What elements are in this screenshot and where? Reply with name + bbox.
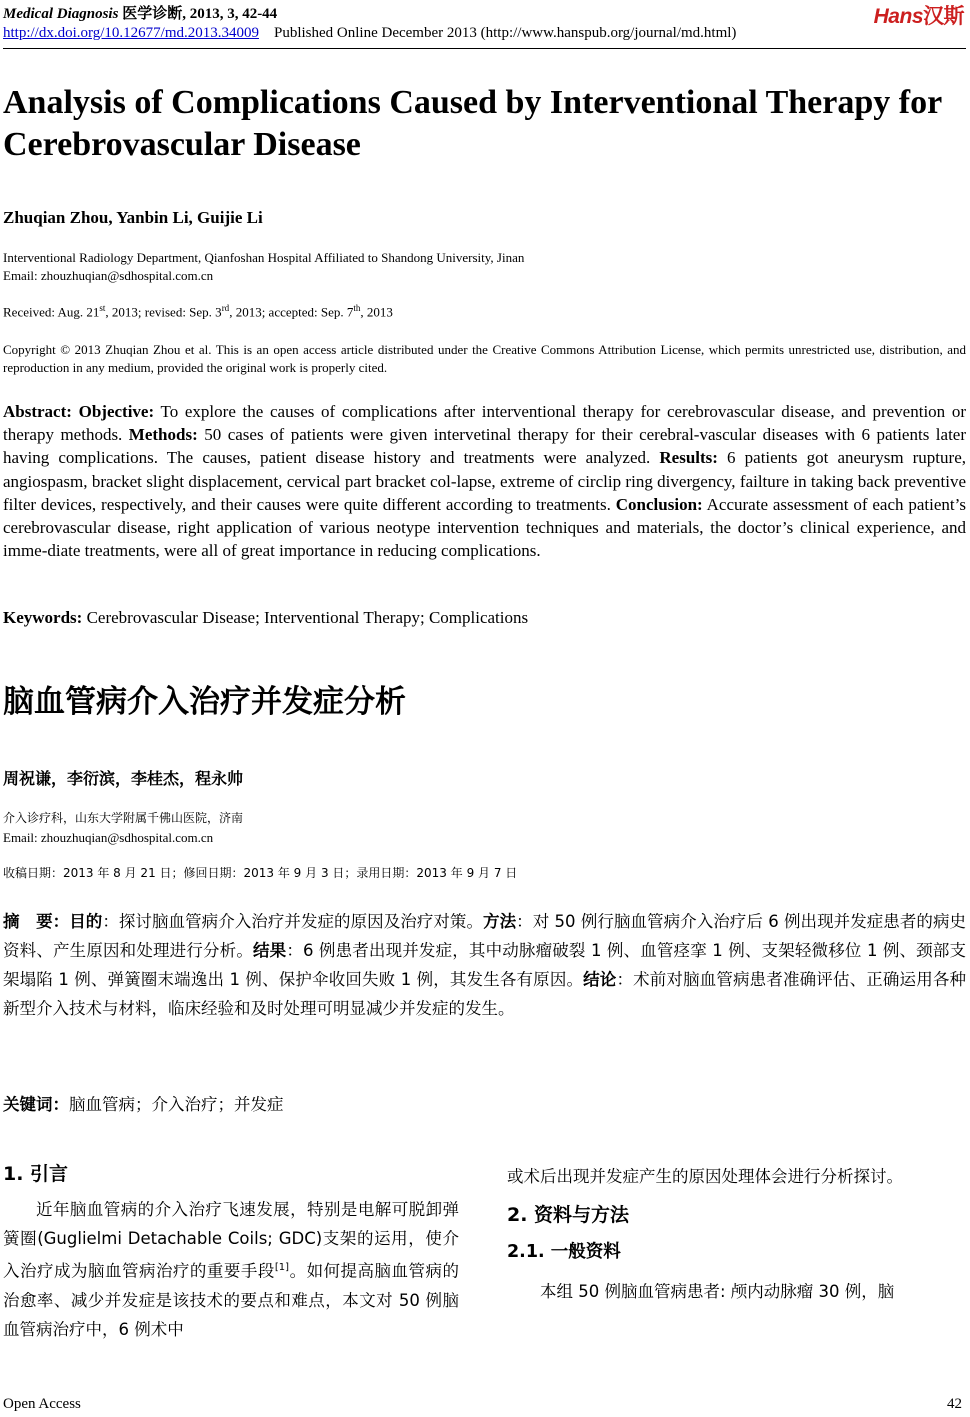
section-1-heading: 1. 引言: [3, 1163, 69, 1185]
author-list: Zhuqian Zhou, Yanbin Li, Guijie Li: [3, 208, 263, 227]
logo-text: Hans: [873, 5, 923, 28]
cn-keywords-label: 关键词：: [3, 1095, 69, 1114]
body-right-column: [507, 1162, 963, 1306]
publisher-logo: [874, 0, 964, 30]
english-abstract: [3, 400, 966, 562]
results-label: Results:: [659, 448, 718, 468]
cn-conclusion-label: 结论: [583, 970, 617, 989]
cn-results-label: 结果: [253, 941, 287, 960]
cn-abstract-label: 摘 要：: [3, 912, 70, 931]
chinese-title: 脑血管病介入治疗并发症分析: [3, 684, 406, 720]
methods-label: Methods:: [128, 425, 198, 445]
chinese-affiliation: 介入诊疗科，山东大学附属千佛山医院，济南: [3, 811, 244, 825]
results-text: 6 patients got aneurysm rupture, angiospasm, bracket slight displacement, cervical part bracket col-lapse, extreme of circlip ring divergency, failture in taking back preventive filter devices, respectively, and their causes were quite different according to treatments.: [3, 448, 966, 514]
keywords-label: Keywords:: [3, 608, 83, 627]
chinese-email: Email: zhouzhuqian@sdhospital.com.cn: [3, 830, 214, 845]
section-1-text-a: 近年脑血管病的介入治疗飞速发展，特别是电解可脱卸弹簧圈(Guglielmi Detachable Coils; GDC)支架的运用，使介入治疗成为脑血管病治疗的重要手段: [3, 1200, 459, 1281]
accepted-sup: th: [353, 303, 361, 313]
dates-tail: , 2013: [360, 304, 393, 320]
cn-objective-label: 目的: [69, 912, 103, 931]
header-divider: [3, 48, 966, 49]
paper-title: Analysis of Complications Caused by Interventional Therapy for Cerebrovascular Disease: [3, 84, 942, 163]
section-1-paragraph: [3, 1195, 459, 1344]
paper-page: [3, 0, 966, 1417]
objective-text: To explore the causes of complications after interventional therapy for cerebrovascular disease, and prevention or therapy methods.: [3, 402, 967, 445]
page-number: 42: [947, 1396, 962, 1412]
abstract-label: Abstract:: [3, 402, 72, 421]
received-date: Received: Aug. 21: [3, 304, 100, 320]
journal-name: Medical Diagnosis: [3, 6, 119, 22]
conclusion-text: Accurate assessment of each patient’s cerebrovascular disease, right application of various neotype intervention techniques and materials, the doctor’s clinical experience, and imme-diate treatments, were all of great importance in reducing complications.: [3, 494, 966, 561]
keywords-text: Cerebrovascular Disease; Interventional Therapy; Complications: [82, 608, 529, 627]
chinese-authors: 周祝谦，李衍滨，李桂杰，程永帅: [3, 769, 244, 788]
chinese-affiliation-block: [3, 808, 243, 848]
body-left-column: [3, 1160, 459, 1344]
english-keywords: [3, 608, 528, 628]
doi-link[interactable]: http://dx.doi.org/10.12677/md.2013.34009: [3, 25, 259, 41]
methods-text: 50 cases of patients were given intervetinal therapy for their cerebral-vascular diseases with 6 patients later having complications. The causes, patient disease history and treatments were analyzed.: [3, 425, 966, 468]
chinese-keywords: [3, 1091, 284, 1115]
cn-methods-label: 方法: [483, 912, 517, 931]
doi-line: [3, 25, 736, 42]
section-2-heading: 2. 资料与方法: [507, 1204, 630, 1226]
cn-objective-text: ：探讨脑血管病介入治疗并发症的原因及治疗对策。: [102, 912, 484, 931]
affiliation: Interventional Radiology Department, Qianfoshan Hospital Affiliated to Shandong University, Jinan: [3, 250, 525, 265]
cn-methods-text: ：对 50 例行脑血管病介入治疗后 6 例出现并发症患者的病史资料、产生原因和处理进行分析。: [3, 912, 967, 960]
section-1-text-b: 。如何提高脑血管病的治愈率、减少并发症是该技术的要点和难点，本文对 50 例脑血管病治疗中，6 例术中: [3, 1261, 460, 1339]
published-online: Published Online December 2013 (http://www.hanspub.org/journal/md.html): [273, 25, 737, 41]
revised-date: , 2013; revised: Sep. 3: [105, 304, 222, 320]
cn-results-text: ：6 例患者出现并发症，其中动脉瘤破裂 1 例、血管痉挛 1 例、支架轻微移位 1 例、颈部支架塌陷 1 例、弹簧圈末端逸出 1 例、保护伞收回失败 1 例，其发生各有原因。: [3, 941, 967, 989]
journal-header: [3, 2, 277, 23]
article-dates: [3, 303, 393, 320]
received-sup: st: [99, 303, 106, 313]
objective-label: Objective:: [78, 402, 155, 421]
chinese-dates: 收稿日期：2013 年 8 月 21 日；修回日期：2013 年 9 月 3 日；录用日期：2013 年 9 月 7 日: [3, 866, 518, 880]
reference-1[interactable]: [1]: [274, 1262, 290, 1273]
accepted-date: , 2013; accepted: Sep. 7: [229, 304, 354, 320]
revised-sup: rd: [221, 303, 230, 313]
copyright-notice: Copyright © 2013 Zhuqian Zhou et al. This is an open access article distributed under the Creative Commons Attribution License, which permits unrestricted use, distribution, and reproduction in any medium, provided the original work is properly cited.: [3, 342, 966, 375]
chinese-abstract: [3, 907, 966, 1023]
cn-keywords-text: 脑血管病；介入治疗；并发症: [69, 1095, 284, 1114]
affiliation-block: [3, 249, 524, 285]
open-access-label: Open Access: [3, 1396, 81, 1412]
logo-cn-text: 汉斯: [923, 4, 964, 28]
cn-conclusion-text: ：术前对脑血管病患者准确评估、正确运用各种新型介入技术与材料，临床经验和及时处理可明显减少并发症的发生。: [3, 970, 967, 1018]
continued-paragraph: 或术后出现并发症产生的原因处理体会进行分析探讨。: [507, 1167, 903, 1186]
section-2-1-paragraph: 本组 50 例脑血管病患者: 颅内动脉瘤 30 例，脑: [540, 1282, 895, 1301]
journal-volume: 医学诊断, 2013, 3, 42-44: [122, 6, 278, 22]
section-2-1-heading: 2.1. 一般资料: [507, 1242, 621, 1262]
conclusion-label: Conclusion:: [615, 494, 703, 514]
email: Email: zhouzhuqian@sdhospital.com.cn: [3, 268, 214, 283]
